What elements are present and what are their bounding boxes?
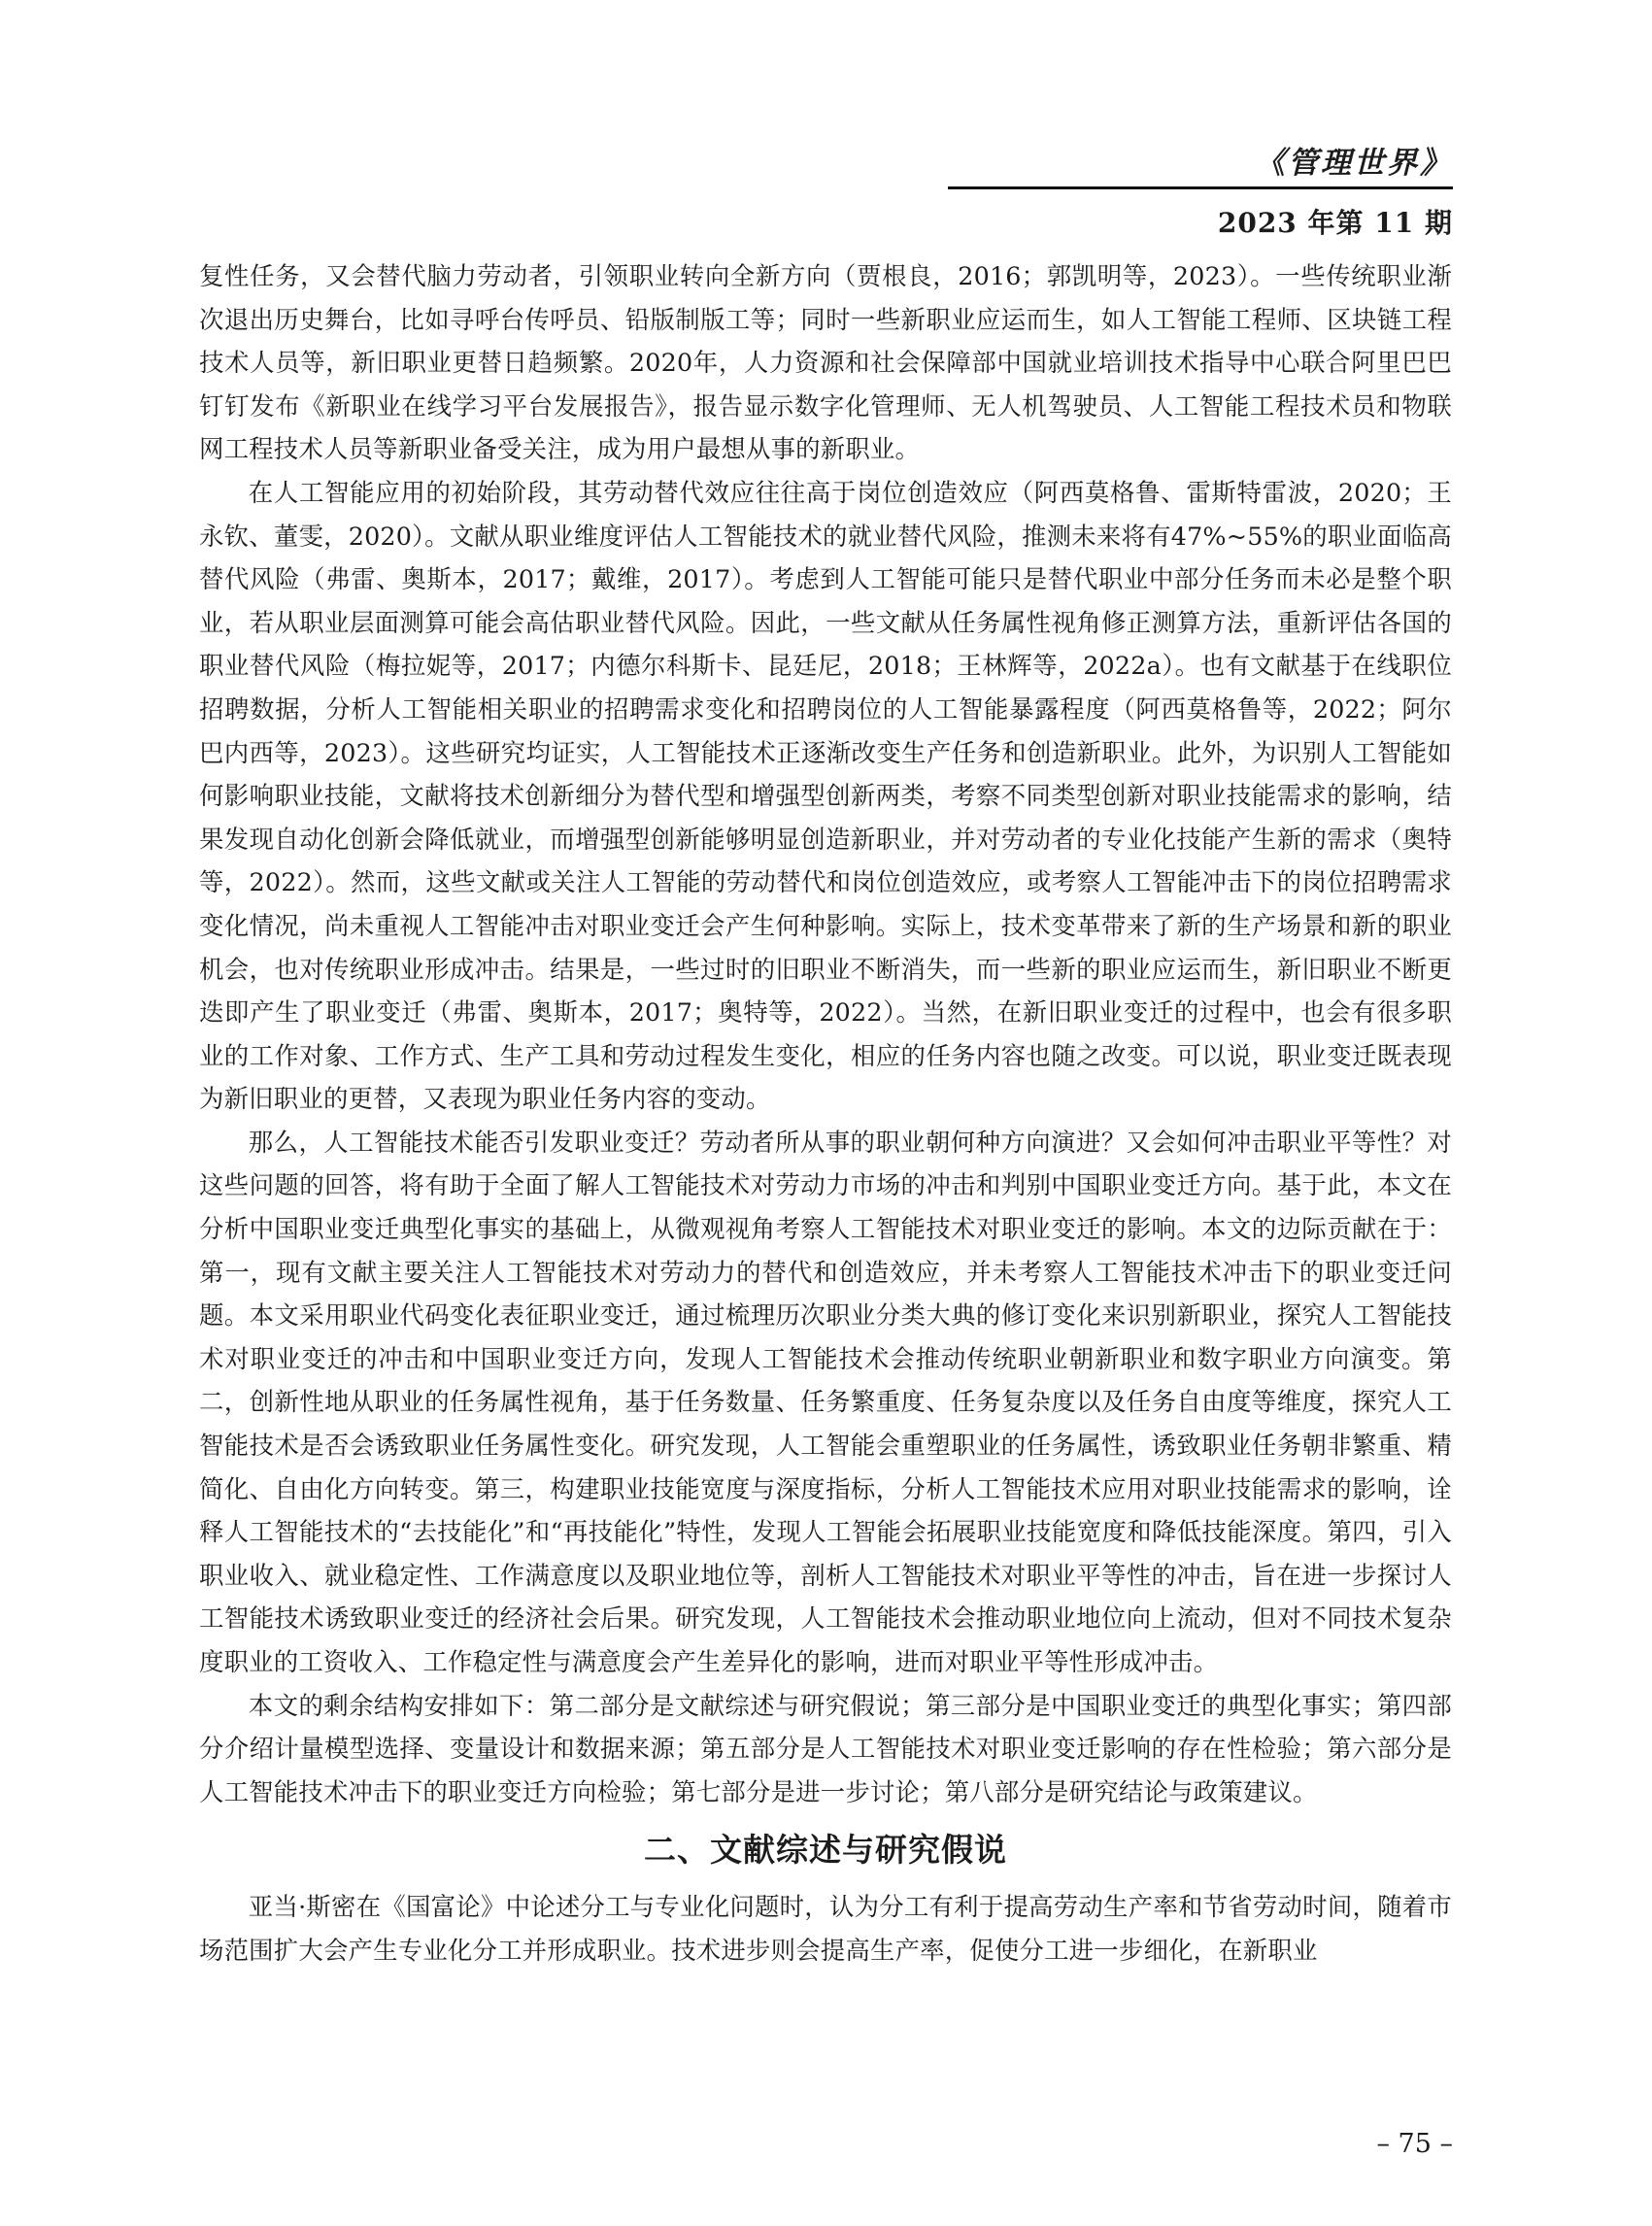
page-number: – 75 –: [1376, 2129, 1453, 2159]
article-body: [199, 254, 1452, 1973]
body-paragraph: 在人工智能应用的初始阶段，其劳动替代效应往往高于岗位创造效应（阿西莫格鲁、雷斯特雷波，2020；王永钦、董雯，2020）。文献从职业维度评估人工智能技术的就业替代风险，推测未来将有47%~55%的职业面临高替代风险（弗雷、奥斯本，2017；戴维，2017）。考虑到人工智能可能只是替代职业中部分任务而未必是整个职业，若从职业层面测算可能会高估职业替代风险。因此，一些文献从任务属性视角修正测算方法，重新评估各国的职业替代风险（梅拉妮等，2017；内德尔科斯卡、昆廷尼，2018；王林辉等，2022a）。也有文献基于在线职位招聘数据，分析人工智能相关职业的招聘需求变化和招聘岗位的人工智能暴露程度（阿西莫格鲁等，2022；阿尔巴内西等，2023）。这些研究均证实，人工智能技术正逐渐改变生产任务和创造新职业。此外，为识别人工智能如何影响职业技能，文献将技术创新细分为替代型和增强型创新两类，考察不同类型创新对职业技能需求的影响，结果发现自动化创新会降低就业，而增强型创新能够明显创造新职业，并对劳动者的专业化技能产生新的需求（奥特等，2022）。然而，这些文献或关注人工智能的劳动替代和岗位创造效应，或考察人工智能冲击下的岗位招聘需求变化情况，尚未重视人工智能冲击对职业变迁会产生何种影响。实际上，技术变革带来了新的生产场景和新的职业机会，也对传统职业形成冲击。结果是，一些过时的旧职业不断消失，而一些新的职业应运而生，新旧职业不断更迭即产生了职业变迁（弗雷、奥斯本，2017；奥特等，2022）。当然，在新旧职业变迁的过程中，也会有很多职业的工作对象、工作方式、生产工具和劳动过程发生变化，相应的任务内容也随之改变。可以说，职业变迁既表现为新旧职业的更替，又表现为职业任务内容的变动。: [199, 477, 1452, 1114]
body-paragraph: 亚当·斯密在《国富论》中论述分工与专业化问题时，认为分工有利于提高劳动生产率和节省劳动时间，随着市场范围扩大会产生专业化分工并形成职业。技术进步则会提高生产率，促使分工进一步细化，在新职业: [199, 1892, 1452, 1965]
body-paragraph: 本文的剩余结构安排如下：第二部分是文献综述与研究假说；第三部分是中国职业变迁的典型化事实；第四部分介绍计量模型选择、变量设计和数据来源；第五部分是人工智能技术对职业变迁影响的存在性检验；第六部分是人工智能技术冲击下的职业变迁方向检验；第七部分是进一步讨论；第八部分是研究结论与政策建议。: [199, 1690, 1452, 1806]
section-heading: 二、文献综述与研究假说: [644, 1831, 1007, 1870]
journal-title: 《管理世界》: [1255, 146, 1453, 181]
issue-label: 2023 年第 11 期: [1217, 207, 1453, 239]
header-rule: [948, 186, 1453, 189]
running-header: [948, 144, 1453, 239]
body-paragraph: 那么，人工智能技术能否引发职业变迁？劳动者所从事的职业朝何种方向演进？又会如何冲击职业平等性？对这些问题的回答，将有助于全面了解人工智能技术对劳动力市场的冲击和判别中国职业变迁方向。基于此，本文在分析中国职业变迁典型化事实的基础上，从微观视角考察人工智能技术对职业变迁的影响。本文的边际贡献在于：第一，现有文献主要关注人工智能技术对劳动力的替代和创造效应，并未考察人工智能技术冲击下的职业变迁问题。本文采用职业代码变化表征职业变迁，通过梳理历次职业分类大典的修订变化来识别新职业，探究人工智能技术对职业变迁的冲击和中国职业变迁方向，发现人工智能技术会推动传统职业朝新职业和数字职业方向演变。第二，创新性地从职业的任务属性视角，基于任务数量、任务繁重度、任务复杂度以及任务自由度等维度，探究人工智能技术是否会诱致职业任务属性变化。研究发现，人工智能会重塑职业的任务属性，诱致职业任务朝非繁重、精简化、自由化方向转变。第三，构建职业技能宽度与深度指标，分析人工智能技术应用对职业技能需求的影响，诠释人工智能技术的“去技能化”和“再技能化”特性，发现人工智能会拓展职业技能宽度和降低技能深度。第四，引入职业收入、就业稳定性、工作满意度以及职业地位等，剖析人工智能技术对职业平等性的冲击，旨在进一步探讨人工智能技术诱致职业变迁的经济社会后果。研究发现，人工智能技术会推动职业地位向上流动，但对不同技术复杂度职业的工资收入、工作稳定性与满意度会产生差异化的影响，进而对职业平等性形成冲击。: [199, 1127, 1452, 1676]
body-paragraph: 复性任务，又会替代脑力劳动者，引领职业转向全新方向（贾根良，2016；郭凯明等，2023）。一些传统职业渐次退出历史舞台，比如寻呼台传呼员、铅版制版工等；同时一些新职业应运而生，如人工智能工程师、区块链工程技术人员等，新旧职业更替日趋频繁。2020年，人力资源和社会保障部中国就业培训技术指导中心联合阿里巴巴钉钉发布《新职业在线学习平台发展报告》，报告显示数字化管理师、无人机驾驶员、人工智能工程技术员和物联网工程技术人员等新职业备受关注，成为用户最想从事的新职业。: [199, 261, 1452, 464]
